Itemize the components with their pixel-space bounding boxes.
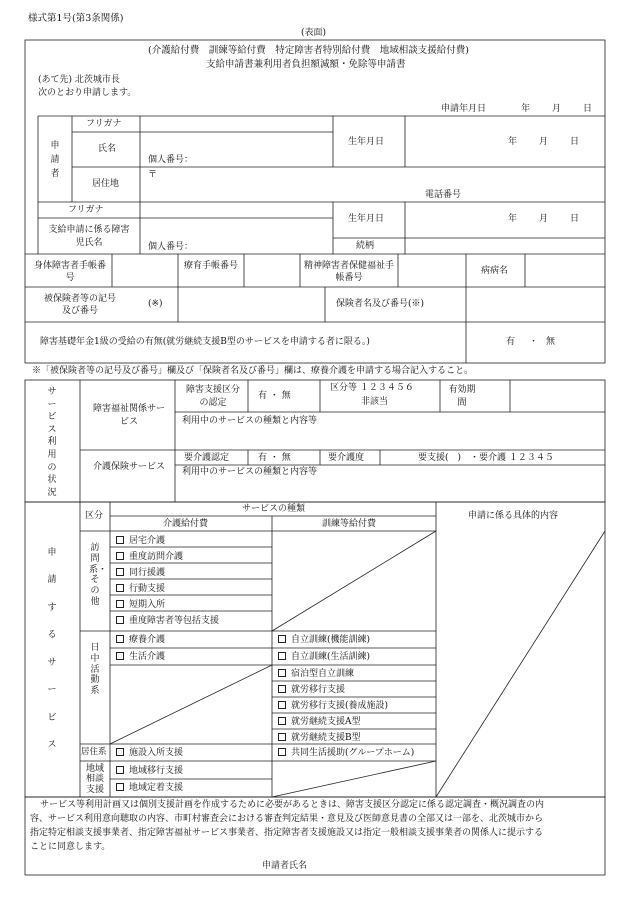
- physical-handbook-label: 身体障害者手帳番号: [34, 261, 107, 284]
- residential-division-label: 居住系: [81, 747, 107, 757]
- side-label: (表面): [301, 28, 327, 38]
- title-line2: 支給申請書兼利用者負担額減額・免除等申請書: [206, 59, 406, 70]
- addressee: (あて先) 北茨城市長: [38, 75, 120, 85]
- check-comprehensive-support[interactable]: 重度障害者等包括支援: [116, 616, 219, 626]
- applicant-birth-label: 生年月日: [348, 137, 385, 147]
- check-continued-employment-a[interactable]: 就労継続支援A型: [278, 717, 361, 727]
- check-residential-training[interactable]: 宿泊型自立訓練: [278, 669, 354, 679]
- check-continued-employment-b[interactable]: 就労継続支援B型: [278, 733, 361, 743]
- applicant-name-label: 氏名: [98, 144, 117, 154]
- insured-number-label: 被保険者等の記号及び番号: [43, 294, 116, 317]
- welfare-current-label: 利用中のサービスの種類と内容等: [182, 416, 318, 426]
- support-cert-label: 障害支援区分の認定: [185, 385, 240, 409]
- training-pay-header: 訓練等給付費: [322, 519, 377, 529]
- child-furigana-label: フリガナ: [68, 205, 104, 215]
- check-life-care[interactable]: 生活介護: [116, 652, 165, 662]
- check-community-transition[interactable]: 地域移行支援: [116, 766, 183, 776]
- applicant-postal-mark: 〒: [148, 170, 158, 180]
- welfare-service-label: 障害福祉関係サービス: [92, 404, 165, 428]
- check-home-care[interactable]: 居宅介護: [116, 536, 165, 546]
- daytime-division-label: 日中活動系: [90, 643, 100, 697]
- title-line1: (介護給付費 訓練等給付費 特定障害者特別給付費 地域相談支援給付費): [148, 45, 469, 56]
- care-insurance-label: 介護保険サービス: [92, 462, 165, 472]
- child-relation-label: 続柄: [356, 241, 375, 251]
- request-text: 次のとおり申請します。: [38, 88, 137, 98]
- insured-number-mark: (※): [148, 299, 163, 309]
- pension-label: 障害基礎年金1級の受給の有無(就労継続支援B型のサービスを申請する者に限る。): [40, 337, 370, 347]
- child-birth-month: 月: [539, 214, 549, 224]
- apply-date-day: 日: [583, 104, 593, 114]
- division-header: 区分: [85, 511, 104, 521]
- check-severe-visiting-care[interactable]: 重度訪問介護: [116, 552, 183, 562]
- mental-handbook-label: 精神障害者保健福祉手帳番号: [303, 261, 394, 284]
- check-medical-care[interactable]: 療養介護: [116, 635, 165, 645]
- applicant-address-label: 居住地: [92, 179, 120, 189]
- applicant-birth-year: 年: [508, 137, 518, 147]
- child-name-label: 支給申請に係る障害児氏名: [48, 225, 130, 249]
- pension-dot: ・: [529, 337, 539, 347]
- applicant-birth-month: 月: [539, 137, 549, 147]
- not-applicable-label: 非該当: [361, 397, 389, 407]
- pension-no: 無: [546, 337, 556, 347]
- check-employment-transition-school[interactable]: 就労移行支援(養成施設): [278, 701, 388, 711]
- pension-yes: 有: [506, 337, 516, 347]
- form-number: 様式第1号(第3条関係): [28, 13, 124, 24]
- check-group-home[interactable]: 共同生活援助(グループホーム): [278, 748, 414, 758]
- applicant-birth-day: 日: [570, 137, 580, 147]
- note-text: ※「被保険者等の記号及び番号」欄及び「保険者名及び番号」欄は、療養介護を申請する場合記入すること。: [32, 366, 474, 376]
- check-independence-function[interactable]: 自立訓練(機能訓練): [278, 635, 370, 645]
- applicant-personal-no: 個人番号：: [148, 155, 194, 165]
- support-cert-yes-no: 有 ・ 無: [258, 391, 291, 401]
- child-birth-day: 日: [570, 214, 580, 224]
- disease-name-label: 病病名: [481, 266, 509, 276]
- check-community-settlement[interactable]: 地域定着支援: [116, 783, 183, 793]
- services-section-label: 申請するサービス: [47, 548, 57, 751]
- applicant-phone-label: 電話番号: [425, 190, 462, 200]
- consent-line-2: 容、サービス利用意向聴取の内容、市町村審査会における審査判定結果・意見及び医師意見書の全部又は一部を、北茨城市から: [30, 814, 544, 824]
- check-accompany-support[interactable]: 同行援護: [116, 568, 165, 578]
- care-current-label: 利用中のサービスの種類と内容等: [182, 467, 318, 477]
- community-division-label: 地域相談支援: [85, 764, 104, 795]
- insurer-label: 保険者名及び番号(※): [336, 299, 425, 309]
- care-cert-label: 要介護認定: [184, 453, 230, 463]
- apply-date-label: 申請年月日: [441, 104, 487, 114]
- support-level-value: 要支援( ) ・要介護 １２３４５: [418, 453, 554, 463]
- applicant-furigana-label: フリガナ: [86, 119, 122, 129]
- check-independence-life[interactable]: 自立訓練(生活訓練): [278, 652, 370, 662]
- signature-label: 申請者氏名: [262, 861, 308, 871]
- check-behavior-support[interactable]: 行動支援: [116, 584, 165, 594]
- support-grade-label: 区分等 １２３４５６: [330, 383, 414, 393]
- service-kind-header: サービスの種類: [242, 504, 306, 514]
- applicant-section-label: 申請者: [50, 141, 60, 179]
- usage-section-label: サービス利用の状況: [47, 387, 57, 498]
- care-cert-yes-no: 有 ・ 無: [258, 453, 291, 463]
- check-short-stay[interactable]: 短期入所: [116, 600, 165, 610]
- care-level-label: 要介護度: [328, 453, 365, 463]
- consent-line-3: 指定特定相談支援事業者、指定障害福祉サービス事業者、指定障害者支援施設又は指定一般相談支援事業者の関係人に提示する: [30, 828, 544, 838]
- care-pay-header: 介護給付費: [163, 519, 209, 529]
- child-personal-no: 個人番号：: [148, 242, 194, 252]
- validity-label: 有効期間: [448, 385, 476, 409]
- check-facility-admission[interactable]: 施設入所支援: [116, 748, 183, 758]
- consent-line-1: サービス等利用計画又は個別支援計画を作成するために必要があるときは、障害支援区分認定に係る認定調査・概況調査の内: [40, 800, 545, 810]
- visiting-division-label: 訪問系・その他: [89, 543, 108, 607]
- rehab-handbook-label: 療育手帳番号: [184, 261, 239, 271]
- apply-date-month: 月: [552, 104, 562, 114]
- apply-date-year: 年: [521, 104, 531, 114]
- consent-line-4: ことに同意します。: [30, 842, 111, 852]
- content-header: 申請に係る具体的内容: [468, 511, 559, 521]
- child-birth-year: 年: [508, 214, 518, 224]
- check-employment-transition[interactable]: 就労移行支援: [278, 685, 345, 695]
- child-birth-label: 生年月日: [348, 214, 385, 224]
